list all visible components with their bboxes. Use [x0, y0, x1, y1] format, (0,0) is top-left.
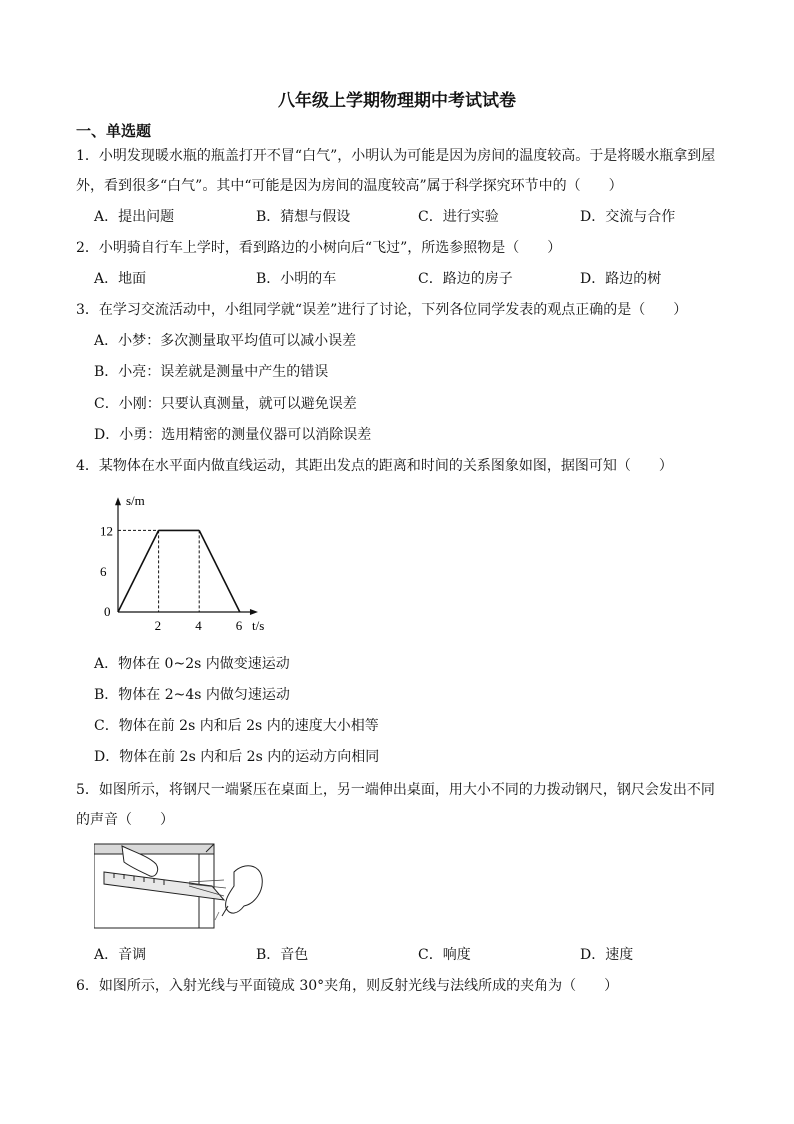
question-5-option-b[interactable]: B．音色	[256, 947, 309, 963]
section-heading: 一、单选题	[76, 122, 152, 140]
question-3-option-d[interactable]: D．小勇：选用精密的测量仪器可以消除误差	[94, 427, 372, 443]
question-1-text-line1: 1．小明发现暖水瓶的瓶盖打开不冒“白气”，小明认为可能是因为房间的温度较高。于是将暖水瓶拿到屋	[76, 148, 716, 164]
question-4-option-b[interactable]: B．物体在 2~4s 内做匀速运动	[94, 687, 290, 703]
question-5-text-line1: 5．如图所示，将钢尺一端紧压在桌面上，另一端伸出桌面，用大小不同的力拨动钢尺，钢尺会发出不同	[76, 782, 715, 798]
question-1-option-c[interactable]: C．进行实验	[418, 209, 499, 225]
x-axis-arrow	[250, 609, 258, 615]
question-5-option-a[interactable]: A．音调	[94, 947, 147, 963]
origin-label: 0	[104, 604, 111, 619]
question-1-text-line2: 外，看到很多“白气”。其中“可能是因为房间的温度较高”属于科学探究环节中的（ ）	[76, 178, 623, 194]
question-5-text-line2: 的声音（ ）	[76, 812, 174, 828]
question-5-option-c[interactable]: C．响度	[418, 947, 471, 963]
question-3-text: 3．在学习交流活动中，小组同学就“误差”进行了讨论，下列各位同学发表的观点正确的是（ ）	[76, 302, 688, 318]
plucking-hand	[226, 866, 263, 913]
distance-time-graph	[95, 490, 285, 640]
ruler-on-table-illustration	[94, 842, 266, 930]
question-6-text: 6．如图所示，入射光线与平面镜成 30°夹角，则反射光线与法线所成的夹角为（ ）	[76, 978, 619, 994]
question-2-option-d[interactable]: D．路边的树	[580, 271, 662, 287]
series-segment	[199, 530, 240, 612]
question-3-option-a[interactable]: A．小梦：多次测量取平均值可以减小误差	[94, 333, 357, 349]
y-axis-label: s/m	[126, 493, 145, 509]
question-2-option-b[interactable]: B．小明的车	[256, 271, 337, 287]
question-2-text: 2．小明骑自行车上学时，看到路边的小树向后“飞过”，所选参照物是（ ）	[76, 240, 562, 256]
page-title: 八年级上学期物理期中考试试卷	[278, 91, 516, 111]
question-4-option-a[interactable]: A．物体在 0~2s 内做变速运动	[94, 656, 290, 672]
question-1-option-a[interactable]: A．提出问题	[94, 209, 175, 225]
question-3-option-b[interactable]: B．小亮：误差就是测量中产生的错误	[94, 364, 329, 380]
question-4-option-c[interactable]: C．物体在前 2s 内和后 2s 内的速度大小相等	[94, 718, 379, 734]
question-5-option-d[interactable]: D．速度	[580, 947, 634, 963]
question-1-option-d[interactable]: D．交流与合作	[580, 209, 676, 225]
x-tick-label: 2	[154, 618, 162, 633]
question-1-option-b[interactable]: B．猜想与假设	[256, 209, 351, 225]
x-axis-label: t/s	[251, 618, 265, 633]
question-3-option-c[interactable]: C．小刚：只要认真测量，就可以避免误差	[94, 396, 357, 412]
x-tick-label: 4	[195, 618, 202, 633]
table-top	[94, 844, 214, 854]
question-2-option-a[interactable]: A．地面	[94, 271, 147, 287]
series-segment	[118, 530, 159, 612]
question-4-text: 4．某物体在水平面内做直线运动，其距出发点的距离和时间的关系图象如图，据图可知（ ）	[76, 458, 673, 474]
y-axis-arrow	[115, 497, 121, 505]
question-4-option-d[interactable]: D．物体在前 2s 内和后 2s 内的运动方向相同	[94, 749, 380, 765]
y-tick-label: 12	[100, 523, 113, 539]
x-tick-label: 6	[235, 618, 243, 633]
question-2-option-c[interactable]: C．路边的房子	[418, 271, 513, 287]
y-tick-label: 6	[100, 564, 107, 580]
